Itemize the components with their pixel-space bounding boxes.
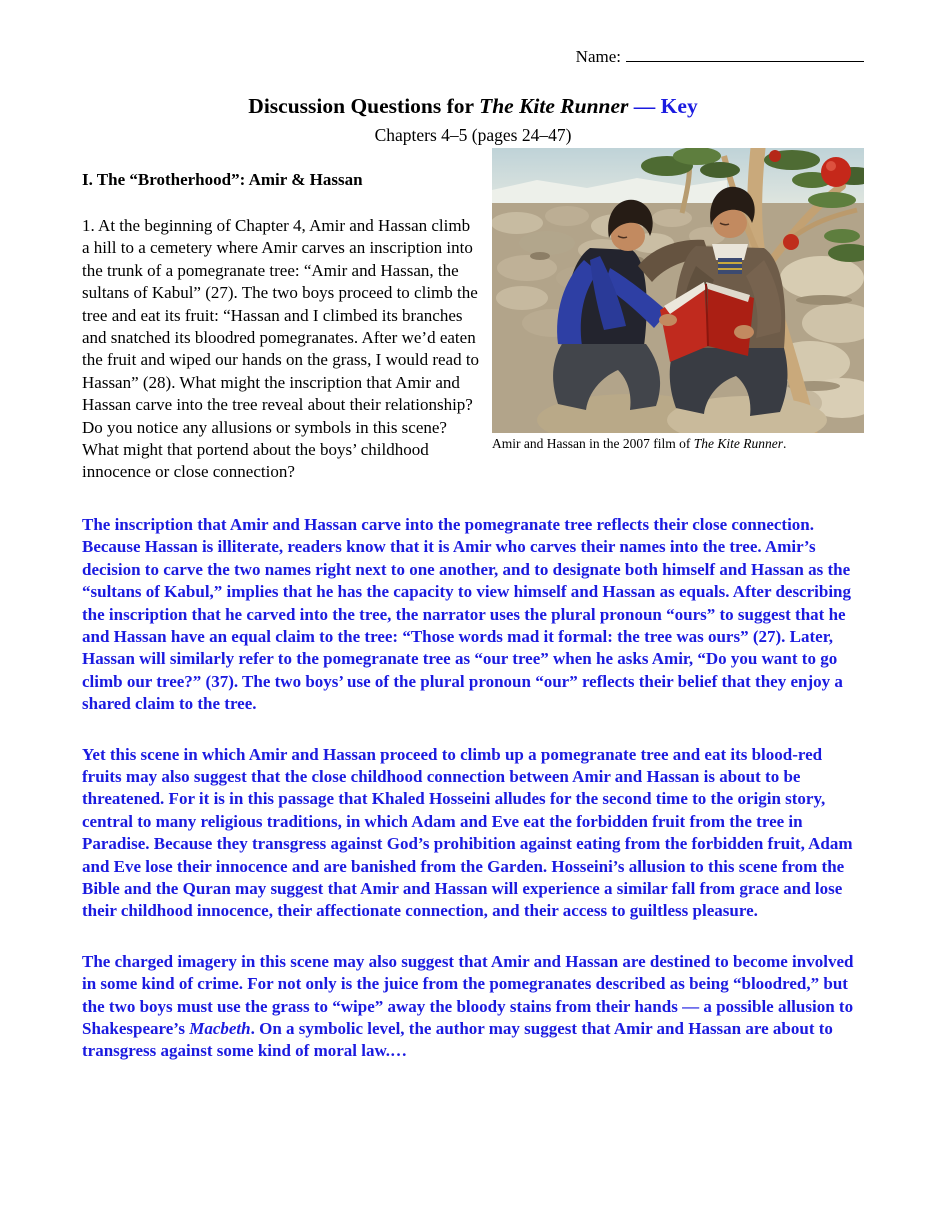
name-blank-line bbox=[626, 46, 864, 62]
name-row bbox=[82, 46, 864, 68]
answer-key-section bbox=[82, 514, 864, 1063]
answer-paragraph-3 bbox=[82, 951, 864, 1063]
question-1-text: 1. At the beginning of Chapter 4, Amir and Hassan climb a hill to a cemetery where Amir carves an inscription into the trunk of a pomegranate tree: “Amir and Hassan, the sultans of Kabul” (27). The two boys proceed to climb the tree and eat its fruit: “Hassan and I climbed its branches and snatched its bloodred pomegranates. After we’d eaten the fruit and wiped our hands on the grass, I would read to Hassan” (28). What might the inscription that Amir and Hassan carve into the tree reveal about their relationship? Do you notice any allusions or symbols in this scene? What might that portend about the boys’ childhood innocence or close connection? bbox=[82, 216, 480, 482]
section-heading: I. The “Brotherhood”: Amir & Hassan bbox=[82, 170, 363, 189]
chapters-subtitle: Chapters 4–5 (pages 24–47) bbox=[374, 125, 572, 145]
answer-p3-text: The charged imagery in this scene may also suggest that Amir and Hassan are destined to become involved in some kind of crime. For not only is the juice from the pomegranates described as being “bloodred,” but the two boys must use the grass to “wipe” away the bloody stains from their hands — a possible allusion to Shakespeare’s bbox=[82, 951, 854, 1038]
title-key-label: Key bbox=[660, 94, 698, 118]
figure-caption: Amir and Hassan in the 2007 film of The Kite Runner. bbox=[492, 436, 787, 451]
caption-book-name: The Kite Runner bbox=[693, 436, 783, 451]
answer-paragraph-2: Yet this scene in which Amir and Hassan proceed to climb up a pomegranate tree and eat its blood-red fruits may also suggest that the close childhood connection between Amir and Hassan is about to be threatened. For it is in this passage that Khaled Hosseini alludes for the second time to the origin story, central to many religious traditions, in which Adam and Eve eat the forbidden fruit from the tree in Paradise. Because they transgress against God’s prohibition against eating from the forbidden fruit, Adam and Eve lose their innocence and are banished from the Garden. Hosseini’s allusion to this scene from the Bible and the Quran may suggest that Amir and Hassan will experience a similar fall from grace and lose their childhood innocence, their affectionate connection, and their access to guiltless pleasure. bbox=[82, 744, 853, 921]
caption-text: Amir and Hassan in the 2007 film of bbox=[492, 436, 694, 451]
answer-p3-tail: . On a symbolic level, the author may suggest that Amir and Hassan are about to transgress against some kind of moral law.… bbox=[82, 1019, 833, 1061]
answer-p3-macbeth: Macbeth bbox=[189, 1019, 251, 1038]
name-label: Name: bbox=[575, 47, 621, 66]
page-title bbox=[82, 93, 864, 119]
pomegranate-fruit bbox=[821, 157, 851, 187]
title-prefix: Discussion Questions for bbox=[248, 94, 480, 118]
answer-paragraph-1: The inscription that Amir and Hassan carve into the pomegranate tree reflects their close connection. Because Hassan is illiterate, readers know that it is Amir who carves their names into the tree. Amir’s decision to carve the two names right next to one another, and to designate both himself and Hassan as the “sultans of Kabul,” implies that he has the capacity to view himself and Hassan as equals. After describing the inscription that he carved into the tree, the narrator uses the plural pronoun “ours” to suggest that he and Hassan have an equal claim to the tree: “Those words mad it formal: the tree was ours” (27). Later, Hassan will similarly refer to the pomegranate tree as “our tree” when he asks Amir, “Do you want to go climb our tree?” (37). The two boys’ use of the plural pronoun “our” reflects their belief that they enjoy a shared claim to the tree. bbox=[82, 514, 852, 714]
title-dash: — bbox=[628, 94, 661, 118]
film-still-photo bbox=[492, 148, 864, 433]
title-book-name: The Kite Runner bbox=[479, 94, 629, 118]
film-still-figure bbox=[492, 148, 864, 452]
